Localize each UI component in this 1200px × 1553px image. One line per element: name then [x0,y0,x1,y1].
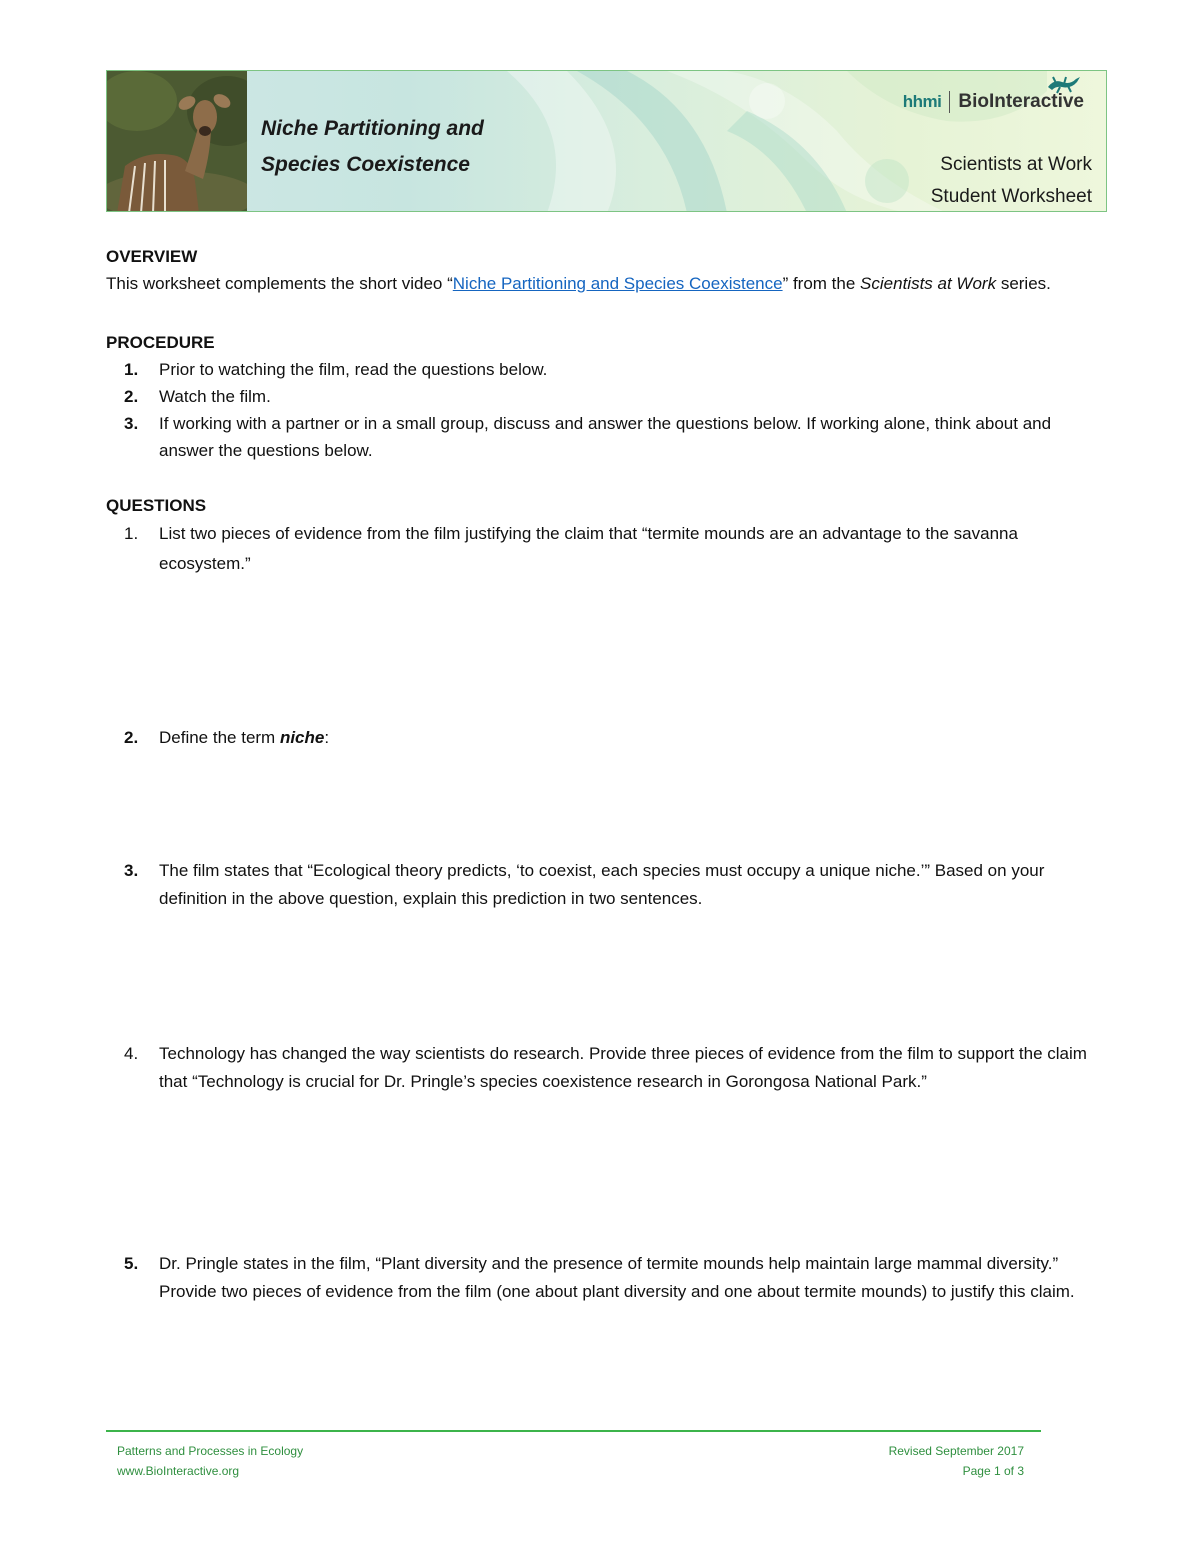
question-text: List two pieces of evidence from the film justifying the claim that “termite mounds are an advantage to the savanna ecosystem.” [159,524,1018,573]
antelope-image-icon [107,71,247,212]
question-text-start: Define the term [159,728,280,747]
subtitle-line-2: Student Worksheet [930,186,1092,207]
video-link[interactable]: Niche Partitioning and Species Coexistence [452,274,783,293]
footer-page-number: Page 1 of 3 [962,1464,1024,1478]
brand-divider [949,91,950,113]
overview-heading: OVERVIEW [106,247,198,266]
overview-text-start: This worksheet complements the short video “ [106,274,453,293]
footer-website: www.BioInteractive.org [117,1464,240,1478]
footer-right [860,1441,1024,1481]
procedure-step [106,356,1106,383]
worksheet-title [261,111,484,183]
procedure-step [106,410,1106,464]
question-5 [106,1250,1106,1306]
antelope-photo [107,71,247,212]
brand-name: BioInteractive [958,91,1084,112]
worksheet-body [106,243,1106,579]
overview-text-end: series. [996,274,1051,293]
question-text [106,724,1106,752]
step-text: If working with a partner or in a small group, discuss and answer the questions below. If working alone, think about and answer the questions below. [159,414,1052,460]
question-text-end: : [324,728,330,747]
questions-heading: QUESTIONS [106,496,207,515]
question-2 [106,724,1106,752]
step-number: 1. [124,360,139,379]
header-banner [106,70,1107,212]
question-number: 3. [124,861,139,880]
question-number: 5. [124,1254,139,1273]
question-4 [106,1040,1106,1096]
question-text: The film states that “Ecological theory predicts, ‘to coexist, each species must occupy a unique niche.’” Based on your definition in the above question, explain this prediction in two sentences. [159,861,1045,908]
footer-course: Patterns and Processes in Ecology [117,1444,304,1458]
brand-hhmi: hhmi [902,92,942,111]
step-number: 3. [124,414,139,433]
title-line-1: Niche Partitioning and [261,117,484,140]
overview-text-middle: ” from the [782,274,861,293]
procedure-step [106,383,1106,410]
question-text: Technology has changed the way scientists do research. Provide three pieces of evidence from the film to support the claim that “Technology is crucial for Dr. Pringle’s species coexistence research in Gorongosa National Park.” [159,1044,1087,1091]
question-number: 2. [124,728,139,747]
step-text: Watch the film. [159,387,271,406]
question-3 [106,857,1106,913]
term-niche: niche [279,728,325,747]
procedure-heading: PROCEDURE [106,333,215,352]
hhmi-biointeractive-logo [903,91,1084,113]
step-text: Prior to watching the film, read the questions below. [159,360,548,379]
procedure-list [106,356,1106,464]
title-line-2: Species Coexistence [261,153,470,176]
question-number: 1. [124,524,139,543]
footer-revised: Revised September 2017 [888,1444,1024,1458]
footer-divider [106,1430,1041,1432]
series-name: Scientists at Work [860,274,997,293]
question-1 [106,519,1106,579]
step-number: 2. [124,387,139,406]
question-item [106,519,1106,579]
question-text: Dr. Pringle states in the film, “Plant diversity and the presence of termite mounds help maintain large mammal diversity.” Provide two pieces of evidence from the film (one about plant diversity and one about termite mounds) to justify this claim. [159,1254,1075,1301]
subtitle-line-1: Scientists at Work [940,154,1092,175]
worksheet-subtitle [931,149,1092,212]
footer-left [117,1441,303,1481]
overview-text [106,270,1106,297]
question-number: 4. [124,1044,139,1063]
